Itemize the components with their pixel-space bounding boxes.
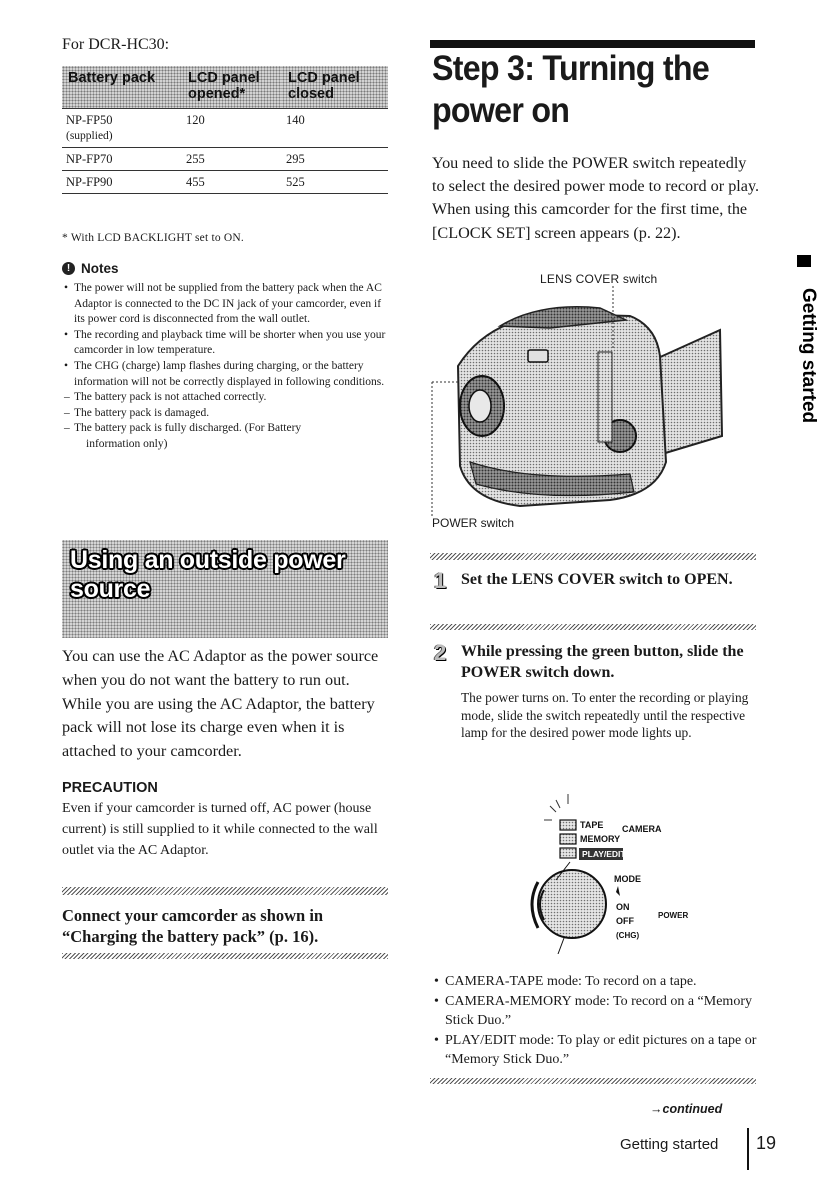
step-number: 1: [434, 568, 447, 593]
continued-marker: [650, 1102, 722, 1116]
list-item: • The recording and playback time will be shorter when you use your camcorder in low temperature.: [62, 328, 392, 359]
arrow-icon: [616, 886, 620, 896]
off-label: OFF: [616, 916, 634, 926]
table-header-battery-pack: Battery pack: [62, 66, 182, 109]
step-2-body: The power turns on. To enter the recording or playing mode, slide the switch repeatedly until the respective lamp for the desired power mode lights up.: [461, 690, 749, 741]
table-header-lcd-opened: LCD panel opened*: [182, 66, 282, 109]
table-cell-closed: 295: [282, 148, 388, 171]
table-row: [62, 171, 388, 194]
continued-label: continued: [662, 1102, 723, 1116]
list-subitem: – The battery pack is fully discharged. (For Battery: [62, 421, 392, 437]
step-number: 2: [434, 640, 447, 665]
list-item: • PLAY/EDIT mode: To play or edit pictures on a tape or “Memory Stick Duo.”: [432, 1031, 762, 1070]
table-cell-pack: NP-FP90: [62, 171, 182, 194]
list-subitem: – The battery pack is damaged.: [62, 406, 392, 422]
footer-divider: [747, 1128, 749, 1170]
footer-section-name: Getting started: [620, 1136, 719, 1153]
table-cell-closed: 525: [282, 171, 388, 194]
camcorder-body: [458, 307, 722, 506]
table-header-lcd-closed: LCD panel closed: [282, 66, 388, 109]
lamp-glow-icon: [544, 794, 568, 820]
power-dial: [538, 870, 606, 938]
list-item: • The power will not be supplied from the battery pack when the AC Adaptor is connected to the DC IN jack of your camcorder, even if its power cord is disconnected from the wall outlet.: [62, 281, 392, 328]
table-row: [62, 109, 388, 148]
table-cell-closed: 140: [282, 109, 388, 148]
list-item: • CAMERA-TAPE mode: To record on a tape.: [432, 972, 762, 992]
page-number: 19: [756, 1133, 777, 1153]
hatch-divider: [62, 887, 388, 895]
table-cell-opened: 255: [182, 148, 282, 171]
list-subitem-continued: information only): [86, 437, 168, 450]
hatch-divider: [62, 953, 388, 959]
table-cell-pack: NP-FP70: [62, 148, 182, 171]
modes-list: [432, 972, 762, 1070]
play-edit-lamp: [560, 848, 576, 858]
step-1-instruction: Set the LENS COVER switch to OPEN.: [461, 571, 733, 588]
pack-name: NP-FP50: [66, 113, 113, 127]
hatch-divider: [430, 1078, 756, 1084]
camcorder-illustration: [430, 286, 760, 518]
table-cell-pack: [62, 109, 182, 148]
memory-lamp: [560, 834, 576, 844]
lens-cover-label: LENS COVER switch: [540, 272, 658, 286]
chg-label: (CHG): [616, 931, 640, 940]
table-header-row: [62, 66, 388, 109]
notes-list: [62, 281, 392, 453]
notes-heading: [62, 261, 119, 276]
model-line: For DCR-HC30:: [62, 36, 170, 53]
hatch-divider: [430, 624, 756, 630]
hatch-divider: [430, 553, 756, 560]
list-item: • CAMERA-MEMORY mode: To record on a “Memory Stick Duo.”: [432, 992, 762, 1031]
on-label: ON: [616, 902, 630, 912]
table-footnote: * With LCD BACKLIGHT set to ON.: [62, 232, 244, 244]
table-cell-opened: 120: [182, 109, 282, 148]
notes-icon: !: [62, 262, 75, 275]
battery-time-table: [62, 66, 388, 194]
section-banner: [62, 540, 388, 638]
step-intro: You need to slide the POWER switch repeatedly to select the desired power mode to record or play. When using this camcorder for the first time, the [CLOCK SET] screen appears (p. 22).: [432, 154, 760, 242]
step-2-instruction: While pressing the green button, slide the POWER switch down.: [461, 643, 744, 681]
precaution-text: Even if your camcorder is turned off, AC power (house current) is still supplied to it while connected to the wall outlet via the AC Adaptor.: [62, 801, 378, 858]
ac-adaptor-paragraph: You can use the AC Adaptor as the power source when you do not want the battery to run out. While you are using the AC Adaptor, the battery pack will not lose its charge even when it is attached to your camcorder.: [62, 647, 379, 761]
step-title: Step 3: Turning the power on: [432, 49, 710, 130]
pack-note: (supplied): [66, 130, 113, 142]
tape-label: TAPE: [580, 820, 604, 830]
step-title-bar: [430, 40, 755, 48]
memory-label: MEMORY: [580, 834, 621, 844]
camera-label: CAMERA: [622, 824, 662, 834]
power-switch-label: POWER switch: [432, 516, 515, 530]
connect-instruction: Connect your camcorder as shown in “Charging the battery pack” (p. 16).: [62, 906, 324, 946]
list-subitem: – The battery pack is not attached correctly.: [62, 390, 392, 406]
section-title: Using an outside power source: [70, 546, 346, 603]
power-dial-illustration: [520, 782, 720, 954]
side-tab-label: Getting started: [798, 288, 819, 424]
continued-arrow-icon: →: [650, 1102, 663, 1116]
play-edit-label: PLAY/EDIT: [582, 849, 626, 859]
list-item: • The CHG (charge) lamp flashes during charging, or the battery information will not be correctly displayed in following conditions.: [62, 359, 392, 390]
tape-lamp: [560, 820, 576, 830]
mode-label: MODE: [614, 874, 641, 884]
notes-title: Notes: [81, 261, 119, 276]
power-switch-callout: [432, 382, 460, 516]
side-tab-marker: [797, 255, 811, 267]
power-label: POWER: [658, 911, 689, 920]
table-cell-opened: 455: [182, 171, 282, 194]
table-row: [62, 148, 388, 171]
precaution-heading: PRECAUTION: [62, 780, 158, 796]
